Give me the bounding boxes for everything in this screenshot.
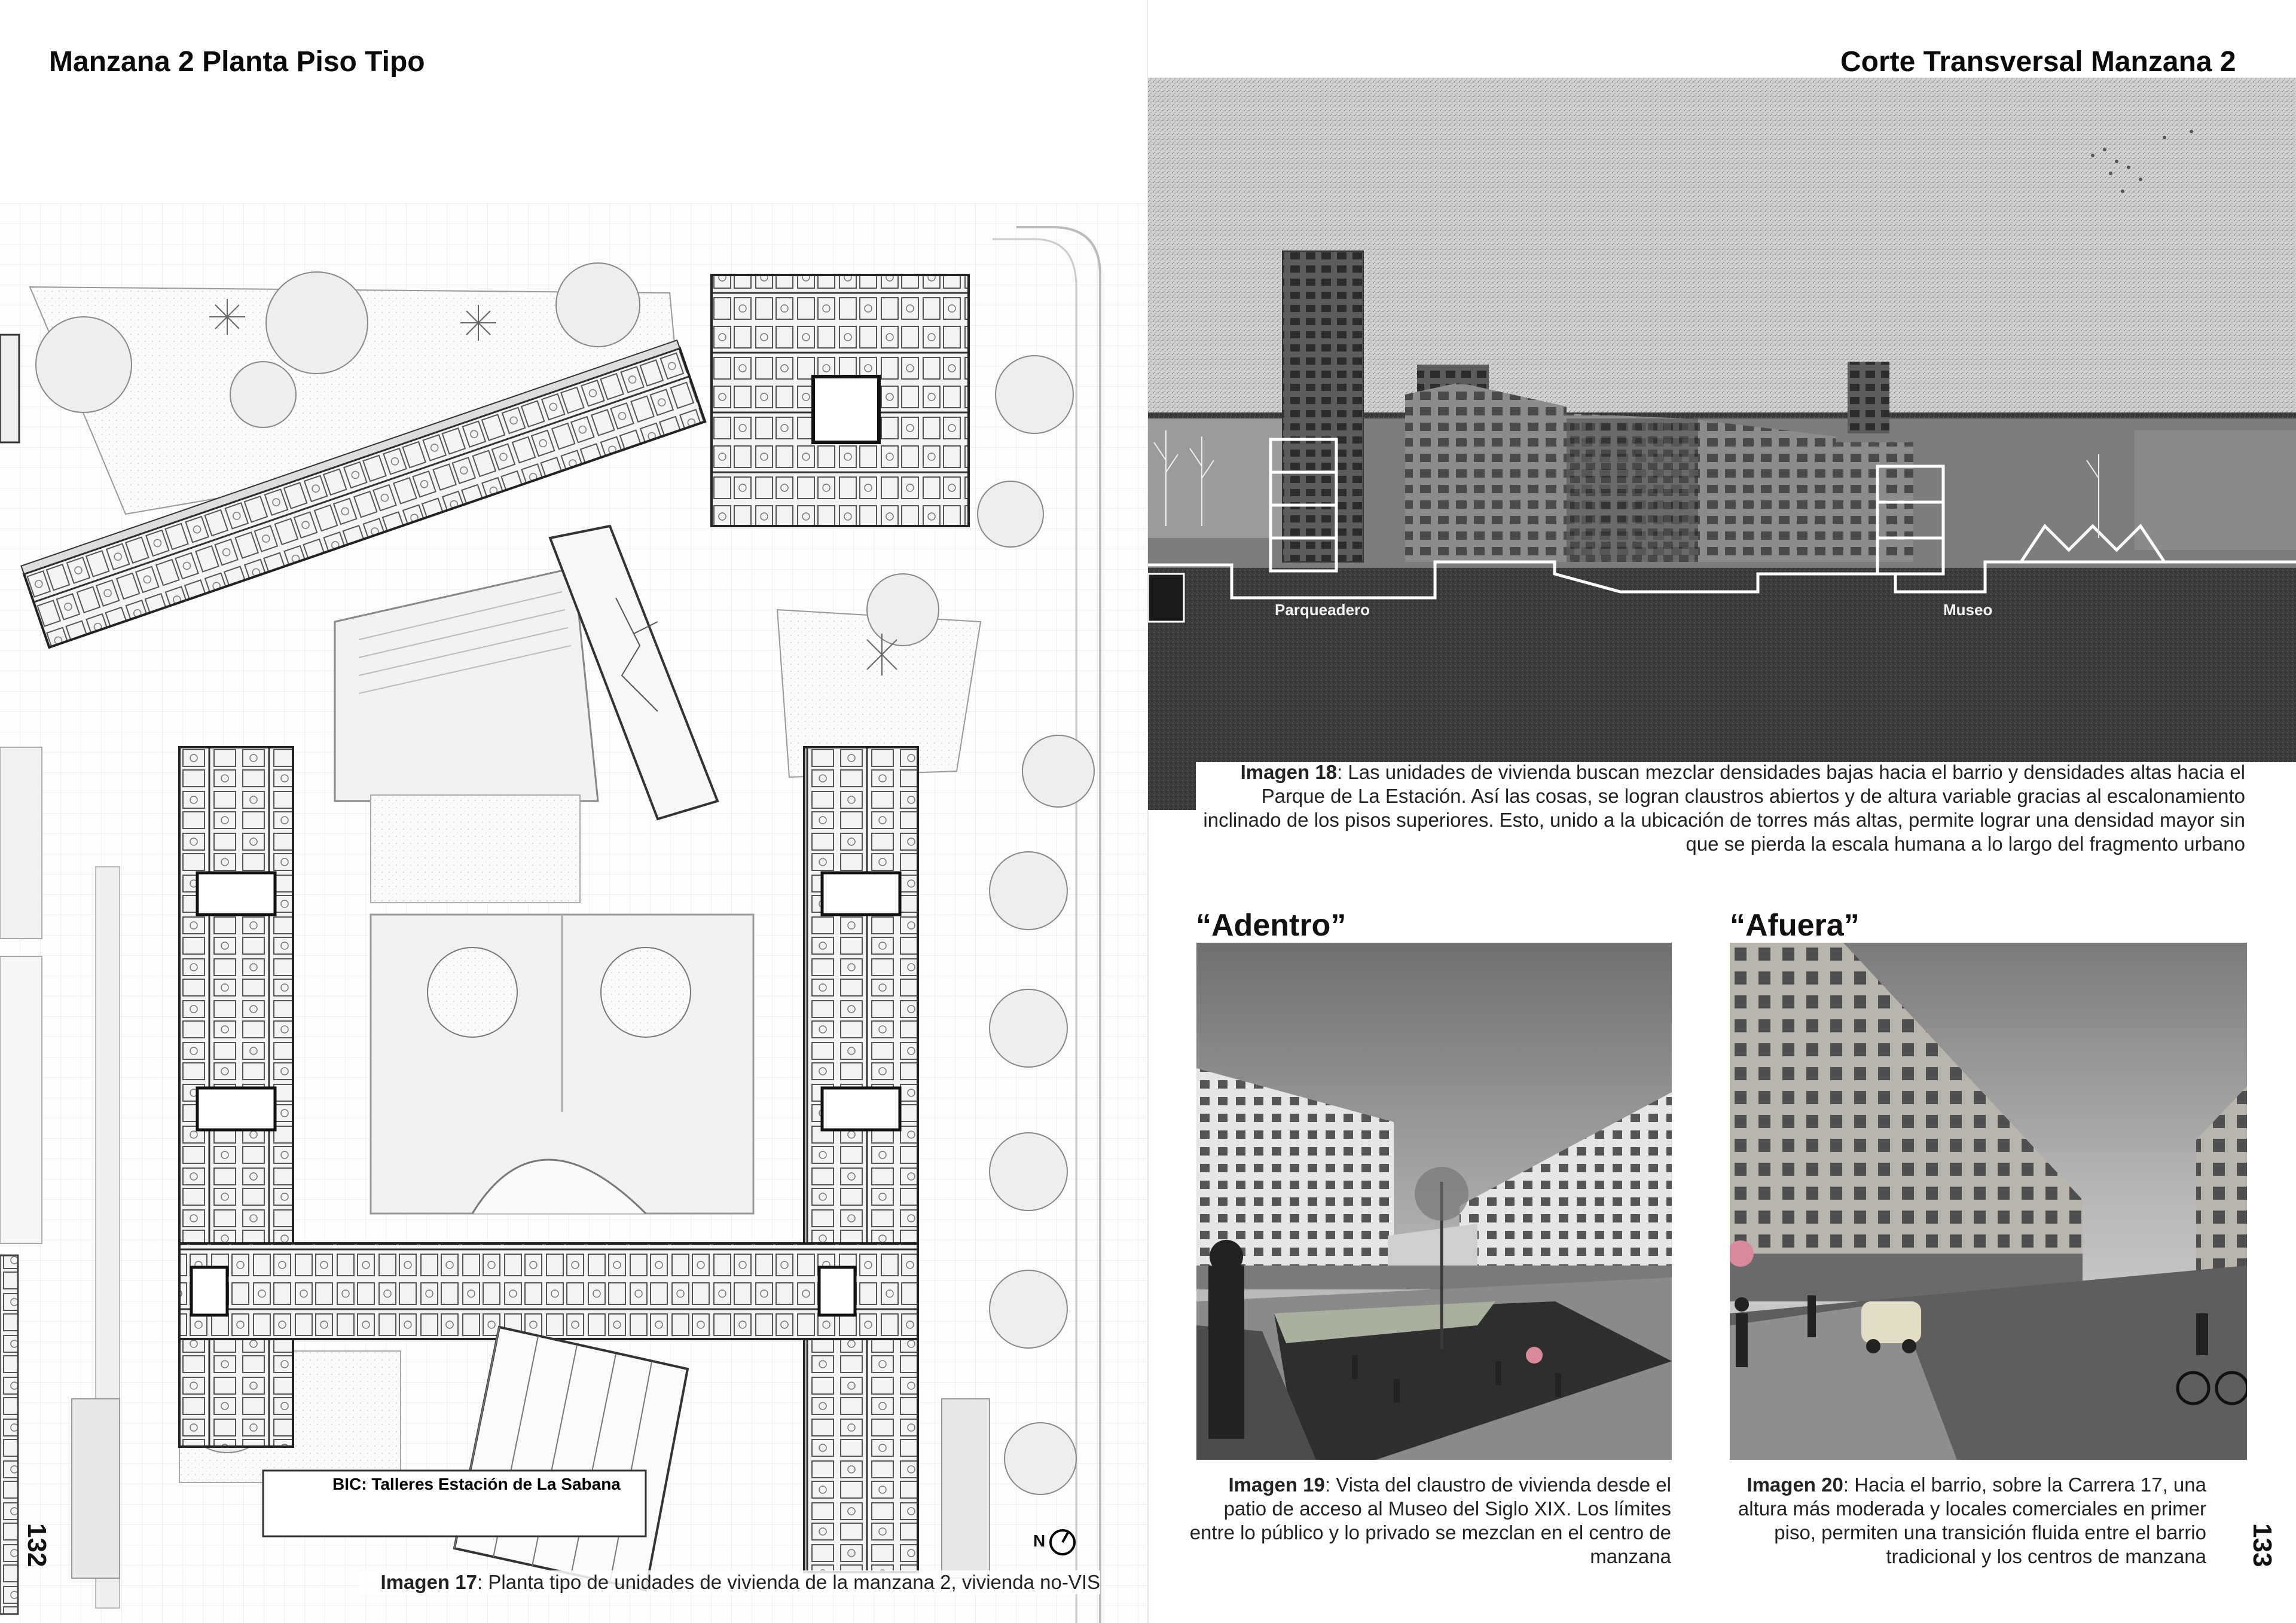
right-page-title: Corte Transversal Manzana 2	[1840, 46, 2236, 78]
cross-section-image	[1148, 0, 2296, 810]
caption-imagen-18: Imagen 18: Las unidades de vivienda buscan mezclar densidades bajas hacia el barrio y densidades altas hacia el Parque de La Estación. Así las cosas, se logran claustros abiertos y de altura variable gracias al escalonamiento inclinado de los pisos superiores. Esto, unido a la ubicación de torres más altas, permite lograr una densidad mayor sin que se pierda la escala humana a lo largo del fragmento urbano	[1203, 761, 2245, 855]
page-number-right: 133	[2248, 1523, 2277, 1567]
adentro-title: “Adentro”	[1196, 908, 1347, 943]
caption-imagen-20: Imagen 20: Hacia el barrio, sobre la Carrera 17, una altura más moderada y locales comerciales en primer piso, permiten una transición fluida entre el barrio tradicional y los centros de manzana	[1738, 1474, 2206, 1567]
render-adentro-image	[1196, 943, 1672, 1460]
afuera-title: “Afuera”	[1730, 908, 1860, 943]
render-afuera-image	[1730, 943, 2247, 1460]
caption-imagen-17: Imagen 17: Planta tipo de unidades de vivienda de la manzana 2, vivienda no-VIS	[359, 1570, 1100, 1594]
section-label-parqueadero: Parqueadero	[1275, 601, 1370, 619]
left-page-title: Manzana 2 Planta Piso Tipo	[49, 46, 425, 78]
section-label-museo: Museo	[1943, 601, 1993, 619]
caption-imagen-19: Imagen 19: Vista del claustro de vivienda desde el patio de acceso al Museo del Siglo XIX. Los límites entre lo público y lo privado se mezclan en el centro de manzana	[1189, 1474, 1671, 1567]
north-label: N	[1033, 1532, 1046, 1550]
floor-plan-drawing	[0, 203, 1148, 1623]
page-number-left: 132	[22, 1523, 51, 1567]
plan-label-bic: BIC: Talleres Estación de La Sabana	[332, 1475, 621, 1493]
